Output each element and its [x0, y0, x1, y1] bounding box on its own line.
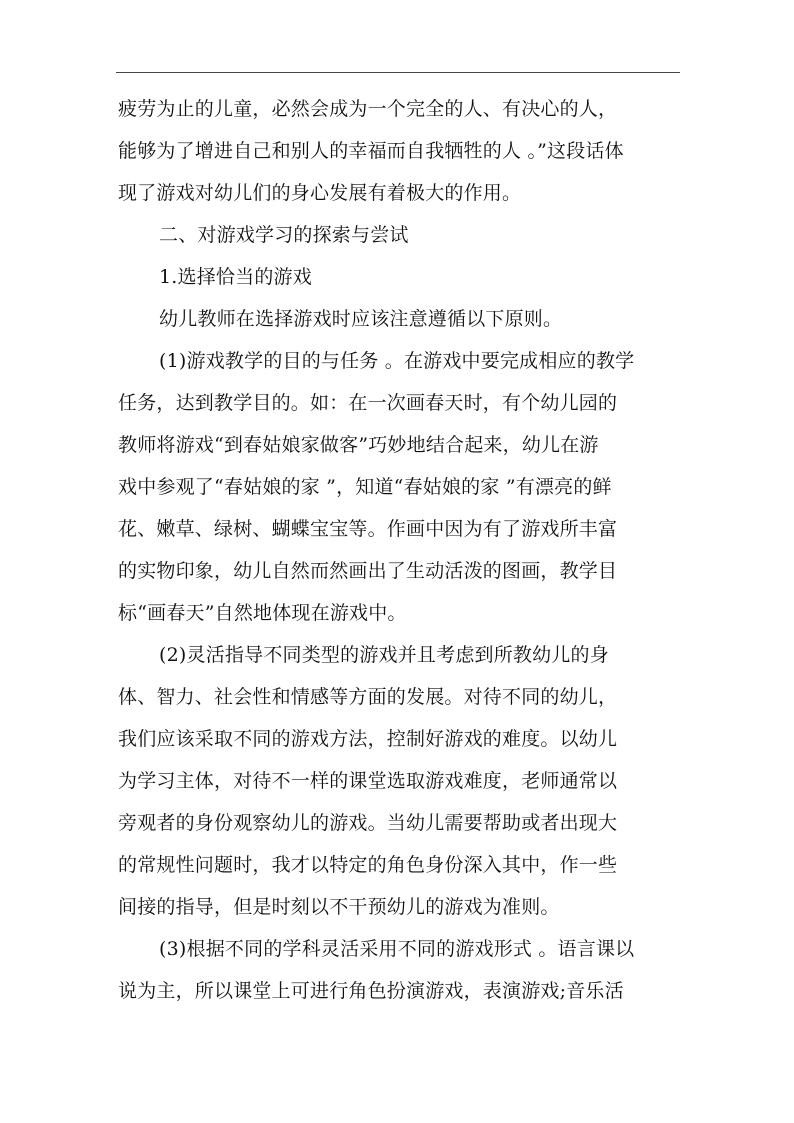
text-line: 的常规性问题时，我才以特定的角色身份深入其中，作一些 [118, 854, 618, 876]
text-line: 间接的指导，但是时刻以不干预幼儿的游戏为准则。 [118, 896, 560, 918]
text-line: 体、智力、社会性和情感等方面的发展。对待不同的幼儿， [118, 686, 618, 708]
section-heading: 二、对游戏学习的探索与尝试 [159, 224, 409, 246]
text-line: (1)游戏教学的目的与任务 。在游戏中要完成相应的教学 [159, 350, 635, 372]
text-line: 幼儿教师在选择游戏时应该注意遵循以下原则。 [159, 308, 563, 330]
text-line: 任务，达到教学目的。如：在一次画春天时，有个幼儿园的 [118, 392, 618, 414]
text-line: (3)根据不同的学科灵活采用不同的游戏形式 。语言课以 [159, 938, 635, 960]
text-line: 说为主，所以课堂上可进行角色扮演游戏，表演游戏;音乐活 [118, 980, 624, 1002]
subsection-heading: 1.选择恰当的游戏 [159, 266, 312, 288]
text-line: (2)灵活指导不同类型的游戏并且考虑到所教幼儿的身 [159, 644, 609, 666]
text-line: 戏中参观了“春姑娘的家 ”，知道“春姑娘的家 ”有漂亮的鲜 [118, 476, 612, 498]
text-line: 标“画春天”自然地体现在游戏中。 [118, 602, 407, 624]
text-line: 为学习主体，对待不一样的课堂选取游戏难度，老师通常以 [118, 770, 618, 792]
text-line: 花、嫩草、绿树、蝴蝶宝宝等。作画中因为有了游戏所丰富 [118, 518, 618, 540]
text-line: 教师将游戏“到春姑娘家做客”巧妙地结合起来，幼儿在游 [118, 434, 599, 456]
text-line: 现了游戏对幼儿们的身心发展有着极大的作用。 [118, 182, 522, 204]
body-text [118, 88, 682, 1012]
text-line: 旁观者的身份观察幼儿的游戏。当幼儿需要帮助或者出现大 [118, 812, 618, 834]
header-rule [116, 72, 680, 73]
text-line: 能够为了增进自己和别人的幸福而自我牺牲的人 。”这段话体 [118, 140, 624, 162]
text-line: 疲劳为止的儿童，必然会成为一个完全的人、有决心的人， [118, 98, 618, 120]
text-line: 我们应该采取不同的游戏方法，控制好游戏的难度。以幼儿 [118, 728, 618, 750]
text-line: 的实物印象，幼儿自然而然画出了生动活泼的图画，教学目 [118, 560, 618, 582]
